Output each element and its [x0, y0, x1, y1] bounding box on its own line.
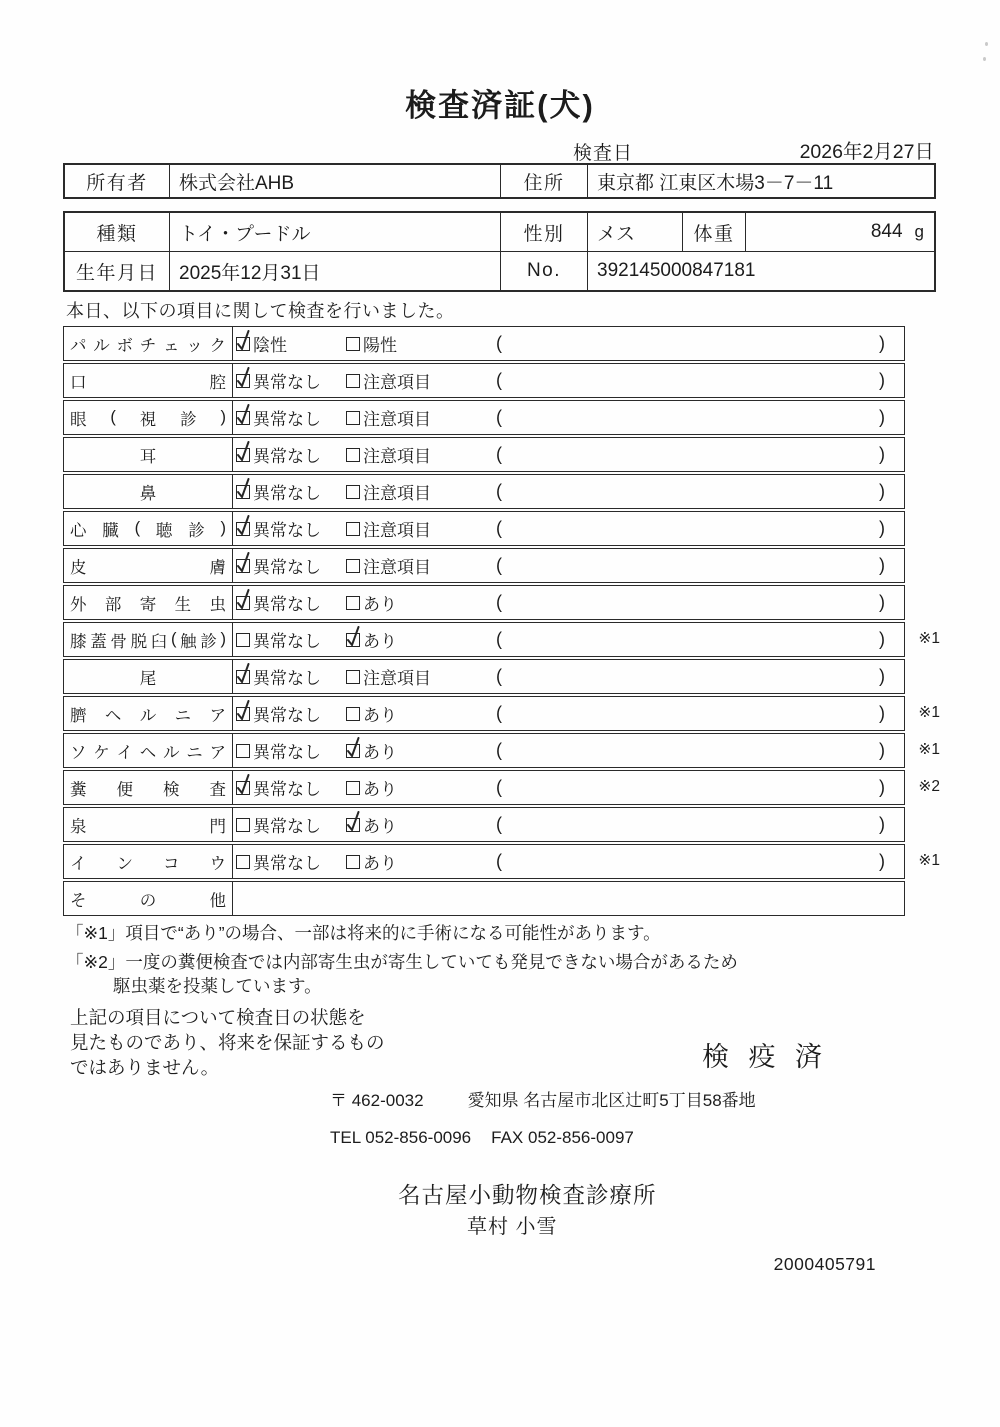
checkbox-icon — [236, 374, 250, 388]
birthdate-row — [65, 251, 934, 290]
result-option-1 — [236, 401, 321, 434]
result-option-2-label: あり — [363, 632, 397, 651]
result-option-1 — [236, 364, 321, 397]
disclaimer-line-1: 上記の項目について検査日の状態を — [70, 1007, 366, 1028]
owner-value: 株式会社AHB — [169, 165, 500, 197]
weight-unit: g — [914, 222, 924, 241]
weight-value: 844 — [870, 221, 903, 242]
paren-open: ( — [496, 814, 502, 834]
result-option-2-label: 注意項目 — [363, 447, 431, 466]
exam-table — [63, 326, 940, 916]
checkbox-icon — [346, 633, 360, 647]
exam-item-result — [233, 549, 904, 582]
clinic-contact-row — [330, 1128, 634, 1148]
result-option-1 — [236, 734, 321, 767]
paren-open: ( — [496, 592, 502, 612]
result-option-2-label: あり — [363, 743, 397, 762]
exam-item-label: 口 腔 — [64, 364, 233, 397]
result-option-1-label: 異常なし — [253, 854, 321, 873]
table-row — [63, 696, 940, 731]
paren-close: ) — [879, 370, 885, 390]
result-option-2 — [346, 327, 397, 360]
paren-open: ( — [496, 481, 502, 501]
result-option-2 — [346, 438, 431, 471]
checkbox-icon — [346, 707, 360, 721]
exam-item-result — [233, 401, 904, 434]
table-row — [63, 881, 905, 916]
exam-item-result — [233, 697, 904, 730]
exam-item-label: 鼻 — [64, 475, 233, 508]
paren-close: ) — [879, 666, 885, 686]
postal-code: 〒 462-0032 — [330, 1091, 424, 1110]
exam-item-result — [233, 623, 904, 656]
paren-open: ( — [496, 444, 502, 464]
checkbox-icon — [236, 744, 250, 758]
exam-item-label: 皮 膚 — [64, 549, 233, 582]
weight-label: 体重 — [682, 213, 745, 251]
result-option-2 — [346, 808, 397, 841]
paren-close: ) — [879, 740, 885, 760]
result-option-2-label: 注意項目 — [363, 521, 431, 540]
checkbox-icon — [236, 559, 250, 573]
scan-artifact — [985, 42, 988, 46]
paren-close: ) — [879, 703, 885, 723]
paren-close: ) — [879, 444, 885, 464]
paren-open: ( — [496, 370, 502, 390]
result-option-1 — [236, 475, 321, 508]
disclaimer-line-2: 見たものであり、将来を保証するもの — [70, 1032, 385, 1053]
checkbox-icon — [346, 596, 360, 610]
owner-label: 所有者 — [86, 172, 148, 194]
paren-open: ( — [496, 629, 502, 649]
exam-item-result — [233, 845, 904, 878]
result-option-2 — [346, 475, 431, 508]
paren-open: ( — [496, 851, 502, 871]
species-row — [65, 213, 934, 251]
result-option-2 — [346, 734, 397, 767]
result-option-2 — [346, 549, 431, 582]
address-label: 住所 — [500, 165, 587, 197]
table-row — [63, 770, 940, 805]
examiner-name: 草村 小雪 — [467, 1216, 558, 1238]
paren-open: ( — [496, 740, 502, 760]
exam-item-result — [233, 438, 904, 471]
result-option-1 — [236, 808, 321, 841]
paren-open: ( — [496, 407, 502, 427]
exam-item-result — [233, 512, 904, 545]
no-label: No. — [500, 252, 587, 290]
result-option-1-label: 異常なし — [253, 743, 321, 762]
table-row — [63, 622, 940, 657]
checkbox-icon — [236, 633, 250, 647]
checkbox-icon — [236, 670, 250, 684]
table-row — [63, 326, 905, 361]
result-option-1-label: 陰性 — [253, 336, 287, 355]
checkbox-icon — [346, 818, 360, 832]
result-option-2 — [346, 401, 431, 434]
result-option-1 — [236, 327, 287, 360]
paren-open: ( — [496, 555, 502, 575]
paren-close: ) — [879, 555, 885, 575]
table-row — [63, 659, 905, 694]
table-row — [63, 400, 905, 435]
checkbox-icon — [236, 596, 250, 610]
footnote-2-line1: 「※2」一度の糞便検査では内部寄生虫が寄生していても発見できない場合があるため — [66, 952, 738, 972]
paren-close: ) — [879, 592, 885, 612]
checkbox-icon — [346, 522, 360, 536]
clinic-name: 名古屋小動物検査診療所 — [398, 1183, 657, 1208]
birthdate-value: 2025年12月31日 — [169, 252, 500, 290]
paren-open: ( — [496, 333, 502, 353]
checkbox-icon — [346, 855, 360, 869]
result-option-2 — [346, 660, 431, 693]
note-marker: ※2 — [918, 778, 940, 795]
note-marker: ※1 — [918, 704, 940, 721]
exam-item-label: 心 臓 ( 聴 診 ) — [64, 512, 233, 545]
table-row — [63, 511, 905, 546]
paren-open: ( — [496, 777, 502, 797]
result-option-2-label: あり — [363, 854, 397, 873]
result-option-1-label: 異常なし — [253, 484, 321, 503]
result-option-2-label: 注意項目 — [363, 558, 431, 577]
table-row — [63, 437, 905, 472]
exam-item-label: 臍 ヘ ル ニ ア — [64, 697, 233, 730]
result-option-1-label: 異常なし — [253, 669, 321, 688]
species-value: トイ・プードル — [169, 213, 500, 251]
paren-open: ( — [496, 518, 502, 538]
checkbox-icon — [236, 522, 250, 536]
clinic-address: 愛知県 名古屋市北区辻町5丁目58番地 — [467, 1091, 756, 1110]
weight-cell — [745, 213, 934, 251]
checkbox-icon — [346, 670, 360, 684]
checkbox-icon — [236, 448, 250, 462]
result-option-2 — [346, 771, 397, 804]
result-option-1 — [236, 512, 321, 545]
checkbox-icon — [236, 781, 250, 795]
table-row — [63, 548, 905, 583]
table-row — [63, 844, 940, 879]
result-option-2-label: あり — [363, 706, 397, 725]
exam-item-result — [233, 327, 904, 360]
paren-close: ) — [879, 333, 885, 353]
paren-close: ) — [879, 629, 885, 649]
checkbox-icon — [346, 485, 360, 499]
table-row — [63, 363, 905, 398]
exam-item-result — [233, 771, 904, 804]
birthdate-label: 生年月日 — [75, 262, 158, 284]
intro-sentence: 本日、以下の項目に関して検査を行いました。 — [66, 301, 455, 321]
result-option-2 — [346, 845, 397, 878]
scan-artifact — [983, 57, 986, 61]
exam-item-label: 膝 蓋 骨 脱 臼 ( 触 診 ) — [64, 623, 233, 656]
result-option-2 — [346, 512, 431, 545]
quarantine-stamp: 検 疫 済 — [702, 1042, 829, 1072]
result-option-1-label: 異常なし — [253, 410, 321, 429]
exam-item-result — [233, 808, 904, 841]
disclaimer — [70, 1005, 385, 1080]
exam-item-result — [233, 475, 904, 508]
checkbox-icon — [236, 855, 250, 869]
result-option-2-label: 注意項目 — [363, 669, 431, 688]
result-option-1 — [236, 660, 321, 693]
paren-close: ) — [879, 481, 885, 501]
table-row — [63, 733, 940, 768]
result-option-2-label: 注意項目 — [363, 410, 431, 429]
sex-value: メス — [587, 213, 682, 251]
paren-close: ) — [879, 777, 885, 797]
serial-number: 2000405791 — [773, 1254, 876, 1274]
checkbox-icon — [236, 818, 250, 832]
exam-date-value: 2026年2月27日 — [799, 141, 934, 163]
disclaimer-line-3: ではありません。 — [70, 1057, 220, 1078]
result-option-2-label: 注意項目 — [363, 373, 431, 392]
fax-number: FAX 052-856-0097 — [491, 1128, 634, 1147]
result-option-1-label: 異常なし — [253, 632, 321, 651]
checkbox-icon — [346, 374, 360, 388]
result-option-1-label: 異常なし — [253, 373, 321, 392]
exam-item-result — [233, 586, 904, 619]
result-option-1 — [236, 771, 321, 804]
result-option-1 — [236, 845, 321, 878]
exam-item-result — [233, 364, 904, 397]
exam-item-result — [233, 882, 904, 915]
paren-open: ( — [496, 666, 502, 686]
table-row — [63, 585, 905, 620]
result-option-1 — [236, 549, 321, 582]
exam-item-result — [233, 734, 904, 767]
paren-close: ) — [879, 814, 885, 834]
result-option-1-label: 異常なし — [253, 558, 321, 577]
exam-item-label: 泉 門 — [64, 808, 233, 841]
footnote-1: 「※1」項目で“あり”の場合、一部は将来的に手術になる可能性があります。 — [66, 923, 661, 943]
result-option-2 — [346, 364, 431, 397]
footnote-2-line2: 駆虫薬を投薬しています。 — [113, 976, 322, 996]
address-value: 東京都 江東区木場3－7－11 — [587, 165, 934, 197]
checkbox-icon — [346, 448, 360, 462]
result-option-2-label: あり — [363, 595, 397, 614]
result-option-1-label: 異常なし — [253, 595, 321, 614]
owner-row — [65, 165, 934, 197]
result-option-2 — [346, 623, 397, 656]
exam-item-label: 耳 — [64, 438, 233, 471]
paren-open: ( — [496, 703, 502, 723]
pet-info-table — [63, 211, 936, 292]
exam-item-label: イ ン コ ウ — [64, 845, 233, 878]
checkbox-icon — [346, 411, 360, 425]
exam-item-label: 糞 便 検 査 — [64, 771, 233, 804]
result-option-1-label: 異常なし — [253, 706, 321, 725]
no-value: 392145000847181 — [587, 252, 934, 290]
checkbox-icon — [346, 559, 360, 573]
result-option-1-label: 異常なし — [253, 817, 321, 836]
exam-date-label: 検査日 — [573, 143, 634, 164]
result-option-1-label: 異常なし — [253, 447, 321, 466]
checkbox-icon — [236, 411, 250, 425]
checkbox-icon — [236, 485, 250, 499]
result-option-2-label: 注意項目 — [363, 484, 431, 503]
paren-close: ) — [879, 407, 885, 427]
result-option-1-label: 異常なし — [253, 521, 321, 540]
table-row — [63, 807, 905, 842]
clinic-address-row — [330, 1086, 756, 1111]
exam-item-label: ソ ケ イ ヘ ル ニ ア — [64, 734, 233, 767]
result-option-1 — [236, 438, 321, 471]
note-marker: ※1 — [918, 741, 940, 758]
exam-item-result — [233, 660, 904, 693]
result-option-2 — [346, 697, 397, 730]
paren-close: ) — [879, 851, 885, 871]
result-option-1 — [236, 697, 321, 730]
owner-table — [63, 163, 936, 199]
note-marker: ※1 — [918, 852, 940, 869]
note-marker: ※1 — [918, 630, 940, 647]
tel-number: TEL 052-856-0096 — [330, 1128, 472, 1147]
exam-item-label: 尾 — [64, 660, 233, 693]
result-option-1 — [236, 623, 321, 656]
checkbox-icon — [236, 337, 250, 351]
table-row — [63, 474, 905, 509]
result-option-2-label: あり — [363, 780, 397, 799]
exam-item-label: そ の 他 — [64, 882, 233, 915]
result-option-1-label: 異常なし — [253, 780, 321, 799]
exam-item-label: パ ル ボ チ ェ ッ ク — [64, 327, 233, 360]
checkbox-icon — [236, 707, 250, 721]
page-title: 検査済証(犬) — [405, 88, 595, 123]
checkbox-icon — [346, 781, 360, 795]
result-option-2-label: あり — [363, 817, 397, 836]
checkbox-icon — [346, 337, 360, 351]
paren-close: ) — [879, 518, 885, 538]
sex-label: 性別 — [500, 213, 587, 251]
species-label: 種類 — [96, 223, 138, 245]
checkbox-icon — [346, 744, 360, 758]
result-option-2-label: 陽性 — [363, 336, 397, 355]
result-option-2 — [346, 586, 397, 619]
exam-item-label: 外 部 寄 生 虫 — [64, 586, 233, 619]
result-option-1 — [236, 586, 321, 619]
exam-item-label: 眼 ( 視 診 ) — [64, 401, 233, 434]
